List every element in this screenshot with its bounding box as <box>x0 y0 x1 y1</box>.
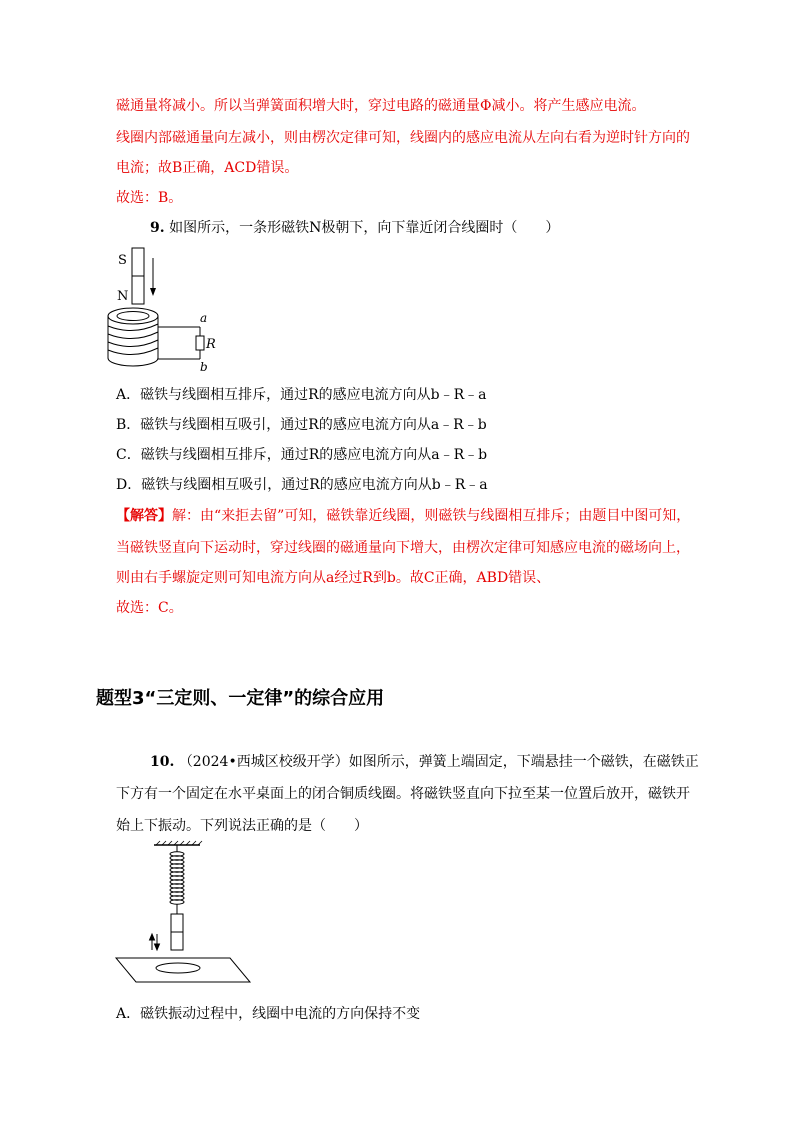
section-title: 题型3“三定则、一定律”的综合应用 <box>96 688 385 709</box>
label-s: S <box>118 253 127 268</box>
question-9 <box>150 218 559 238</box>
question-stem: 如图所示，一条形磁铁N极朝下，向下靠近闭合线圈时（ ） <box>169 220 560 236</box>
label-r: R <box>206 337 216 352</box>
prev-answer-line-1: 磁通量将减小。所以当弹簧面积增大时，穿过电路的磁通量Φ减小。将产生感应电流。 <box>116 98 646 114</box>
answer-line-4: 故选：C。 <box>116 600 183 616</box>
q10-option-a: A．磁铁振动过程中，线圈中电流的方向保持不变 <box>116 1006 421 1022</box>
prev-answer-line-4: 故选：B。 <box>116 190 183 206</box>
coil <box>108 308 204 366</box>
question-stem: （2024•西城区校级开学）如图所示，弹簧上端固定，下端悬挂一个磁铁，在磁铁正 <box>178 754 699 770</box>
answer-text: 解：由“来拒去留”可知，磁铁靠近线圈，则磁铁与线圈相互排斥；由题目中图可知， <box>172 508 691 524</box>
answer-line-1 <box>116 506 690 526</box>
table <box>116 958 250 982</box>
question-10-line-3: 始上下振动。下列说法正确的是（ ） <box>116 818 368 834</box>
question-10-line-2: 下方有一个固定在水平桌面上的闭合铜质线圈。将磁铁竖直向下拉至某一位置后放开，磁铁开 <box>116 786 690 802</box>
option-c: C．磁铁与线圈相互排斥，通过R的感应电流方向从a﹣R﹣b <box>116 447 488 463</box>
answer-line-2: 当磁铁竖直向下运动时，穿过线圈的磁通量向下增大，由楞次定律可知感应电流的磁场向上， <box>116 540 690 556</box>
prev-answer-line-3: 电流；故B正确，ACD错误。 <box>116 160 299 176</box>
resistor <box>196 336 204 350</box>
up-down-arrows <box>150 934 160 950</box>
magnet-coil-figure <box>100 244 230 374</box>
answer-tag: 【解答】 <box>116 508 172 524</box>
spring <box>170 845 184 914</box>
option-b: B．磁铁与线圈相互吸引，通过R的感应电流方向从a﹣R﹣b <box>116 417 487 433</box>
question-10-line-1 <box>150 752 699 772</box>
prev-answer-line-2: 线圈内部磁通量向左减小，则由楞次定律可知，线圈内的感应电流从左向右看为逆时针方向的 <box>116 130 690 146</box>
option-d: D．磁铁与线圈相互吸引，通过R的感应电流方向从b﹣R﹣a <box>116 477 488 493</box>
label-n: N <box>117 289 129 304</box>
label-b: b <box>200 360 208 374</box>
question-number: 10. <box>150 754 175 770</box>
label-a: a <box>200 311 208 325</box>
option-a: A．磁铁与线圈相互排斥，通过R的感应电流方向从b﹣R﹣a <box>116 387 487 403</box>
question-number: 9. <box>150 220 165 236</box>
answer-line-3: 则由右手螺旋定则可知电流方向从a经过R到b。故C正确，ABD错误、 <box>116 570 551 586</box>
spring-magnet-figure <box>112 840 262 990</box>
